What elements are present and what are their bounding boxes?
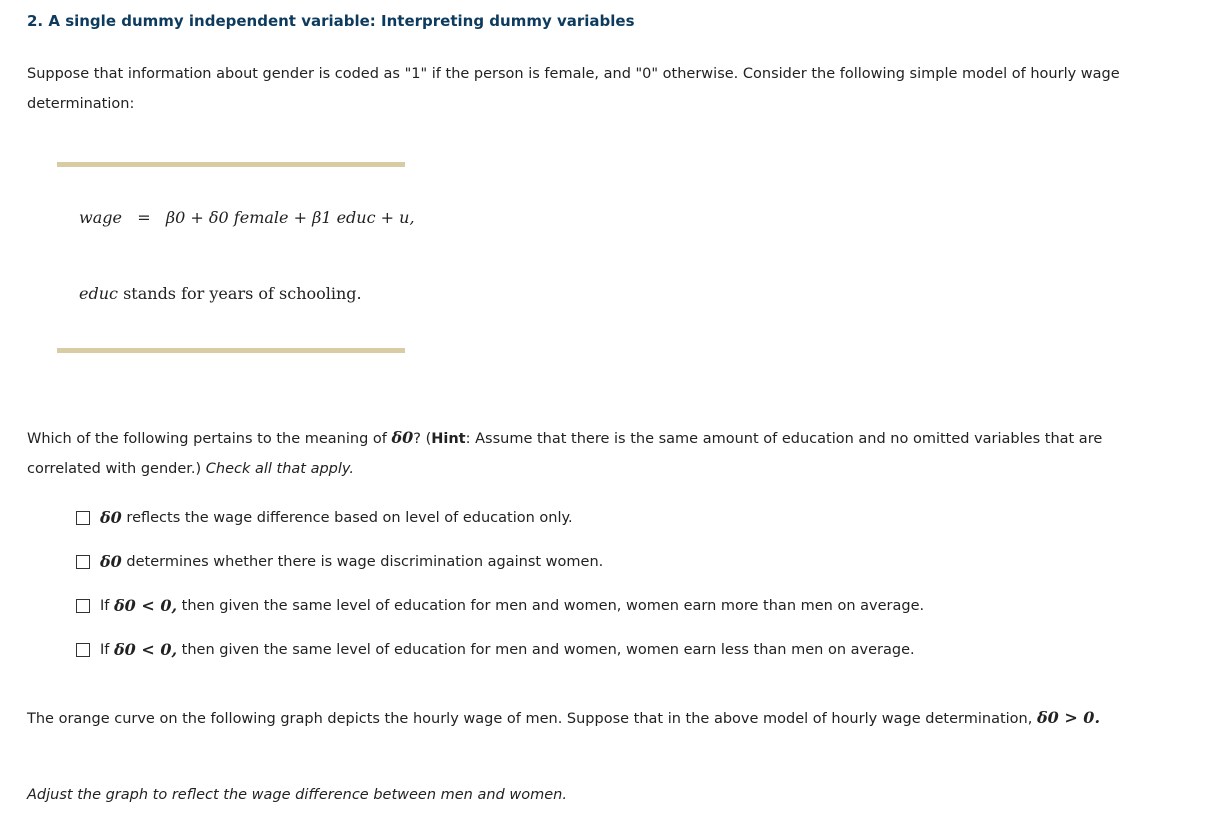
check-all-instruction: Check all that apply. xyxy=(205,461,354,477)
option-4-checkbox[interactable] xyxy=(76,643,90,657)
adjust-instruction: Adjust the graph to reflect the wage difference between men and women. xyxy=(27,787,567,803)
section-title: 2. A single dummy independent variable: Interpreting dummy variables xyxy=(27,12,635,30)
equation-equals: = xyxy=(137,208,151,227)
option-2[interactable] xyxy=(76,552,603,571)
equation-note-text: stands for years of schooling. xyxy=(123,284,362,303)
option-3-symbol: δ0 < 0, xyxy=(114,596,178,615)
question-paragraph xyxy=(27,423,1177,484)
question-prefix: Which of the following pertains to the meaning of xyxy=(27,431,387,447)
wage-equation xyxy=(79,208,415,227)
equation-note xyxy=(79,284,362,303)
option-2-checkbox[interactable] xyxy=(76,555,90,569)
graph-intro-text: The orange curve on the following graph depicts the hourly wage of men. Suppose that in the above model of hourly wage determination, xyxy=(27,711,1033,727)
graph-intro-condition: δ0 > 0. xyxy=(1036,708,1101,727)
option-3-prefix: If xyxy=(100,597,110,614)
equation-box-bottom-rule xyxy=(57,348,405,353)
option-3-text: then given the same level of education for men and women, women earn more than men on average. xyxy=(181,597,925,614)
hint-label: Hint xyxy=(431,431,466,447)
intro-paragraph: Suppose that information about gender is coded as "1" if the person is female, and "0" otherwise. Consider the following simple model of hourly wage determination: xyxy=(27,66,1120,112)
equation-lhs: wage xyxy=(79,208,122,227)
option-1-symbol: δ0 xyxy=(100,508,122,527)
option-1-checkbox[interactable] xyxy=(76,511,90,525)
option-4-text: then given the same level of education for men and women, women earn less than men on average. xyxy=(181,641,915,658)
option-1[interactable] xyxy=(76,508,573,527)
option-3[interactable] xyxy=(76,596,924,615)
delta-symbol: δ0 xyxy=(391,428,414,447)
option-2-symbol: δ0 xyxy=(100,552,122,571)
option-2-text: determines whether there is wage discrimination against women. xyxy=(126,553,604,570)
graph-intro-paragraph xyxy=(27,703,1177,734)
option-4-symbol: δ0 < 0, xyxy=(114,640,178,659)
question-middle: ? ( xyxy=(413,431,432,447)
option-4[interactable] xyxy=(76,640,915,659)
equation-note-variable: educ xyxy=(79,284,118,303)
option-3-checkbox[interactable] xyxy=(76,599,90,613)
option-4-prefix: If xyxy=(100,641,110,658)
hint-text: : Assume that there is the same amount of education and no omitted variables that are correlated with gender.) xyxy=(27,431,1103,477)
equation-box-top-rule xyxy=(57,162,405,167)
equation-rhs: β0 + δ0 female + β1 educ + u, xyxy=(165,208,415,227)
option-1-text: reflects the wage difference based on level of education only. xyxy=(126,509,573,526)
